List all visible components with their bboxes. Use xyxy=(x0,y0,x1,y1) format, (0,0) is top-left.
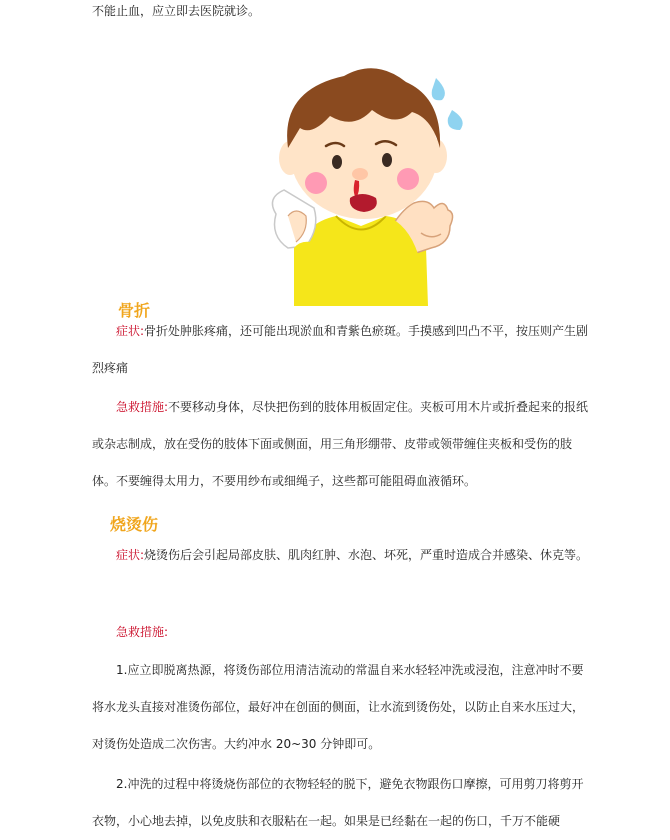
burn-symptom xyxy=(92,537,590,574)
first-aid-label: 急救措施: xyxy=(116,400,169,414)
burn-first-aid-label: 急救措施: xyxy=(116,625,169,639)
first-aid-text: 不要移动身体，尽快把伤到的肢体用板固定住。夹板可用木片或折叠起来的报纸或杂志制成，放在受伤的肢体下面或侧面，用三角形绷带、皮带或领带缠住夹板和受伤的肢体。不要缠得太用力，不要用纱布或细绳子，这些都可能阻碍血液循环。 xyxy=(92,400,589,488)
burn-step-2: 2.冲洗的过程中将烫烧伤部位的衣物轻轻的脱下，避免衣物跟伤口摩擦，可用剪刀将剪开衣物，小心地去掉，以免皮肤和衣服粘在一起。如果是已经黏在一起的伤口，千万不能硬 xyxy=(92,777,584,828)
intro-tail-text: 不能止血，应立即去医院就诊。 xyxy=(92,4,261,18)
symptom-text: 骨折处肿胀疼痛，还可能出现淤血和青紫色瘀斑。手摸感到凹凸不平，按压则产生剧烈疼痛 xyxy=(92,324,589,375)
symptom-label: 症状: xyxy=(116,548,145,562)
nosebleed-boy-illustration xyxy=(236,48,488,306)
fracture-heading: 骨折 xyxy=(118,301,151,320)
fracture-first-aid xyxy=(92,389,590,500)
symptom-text: 烧烫伤后会引起局部皮肤、肌肉红肿、水泡、坏死，严重时造成合并感染、休克等。 xyxy=(144,548,589,562)
symptom-label: 症状: xyxy=(116,324,145,338)
burn-heading: 烧烫伤 xyxy=(110,515,159,534)
fracture-symptom xyxy=(92,313,590,387)
burn-step-1: 1.应立即脱离热源，将烫伤部位用清洁流动的常温自来水轻轻冲洗或浸泡，注意冲时不要将水龙头直接对准烫伤部位，最好冲在创面的侧面，让水流到烫伤处，以防止自来水压过大，对烫伤处造成二次伤害。大约冲水 20~30 分钟即可。 xyxy=(92,663,585,751)
